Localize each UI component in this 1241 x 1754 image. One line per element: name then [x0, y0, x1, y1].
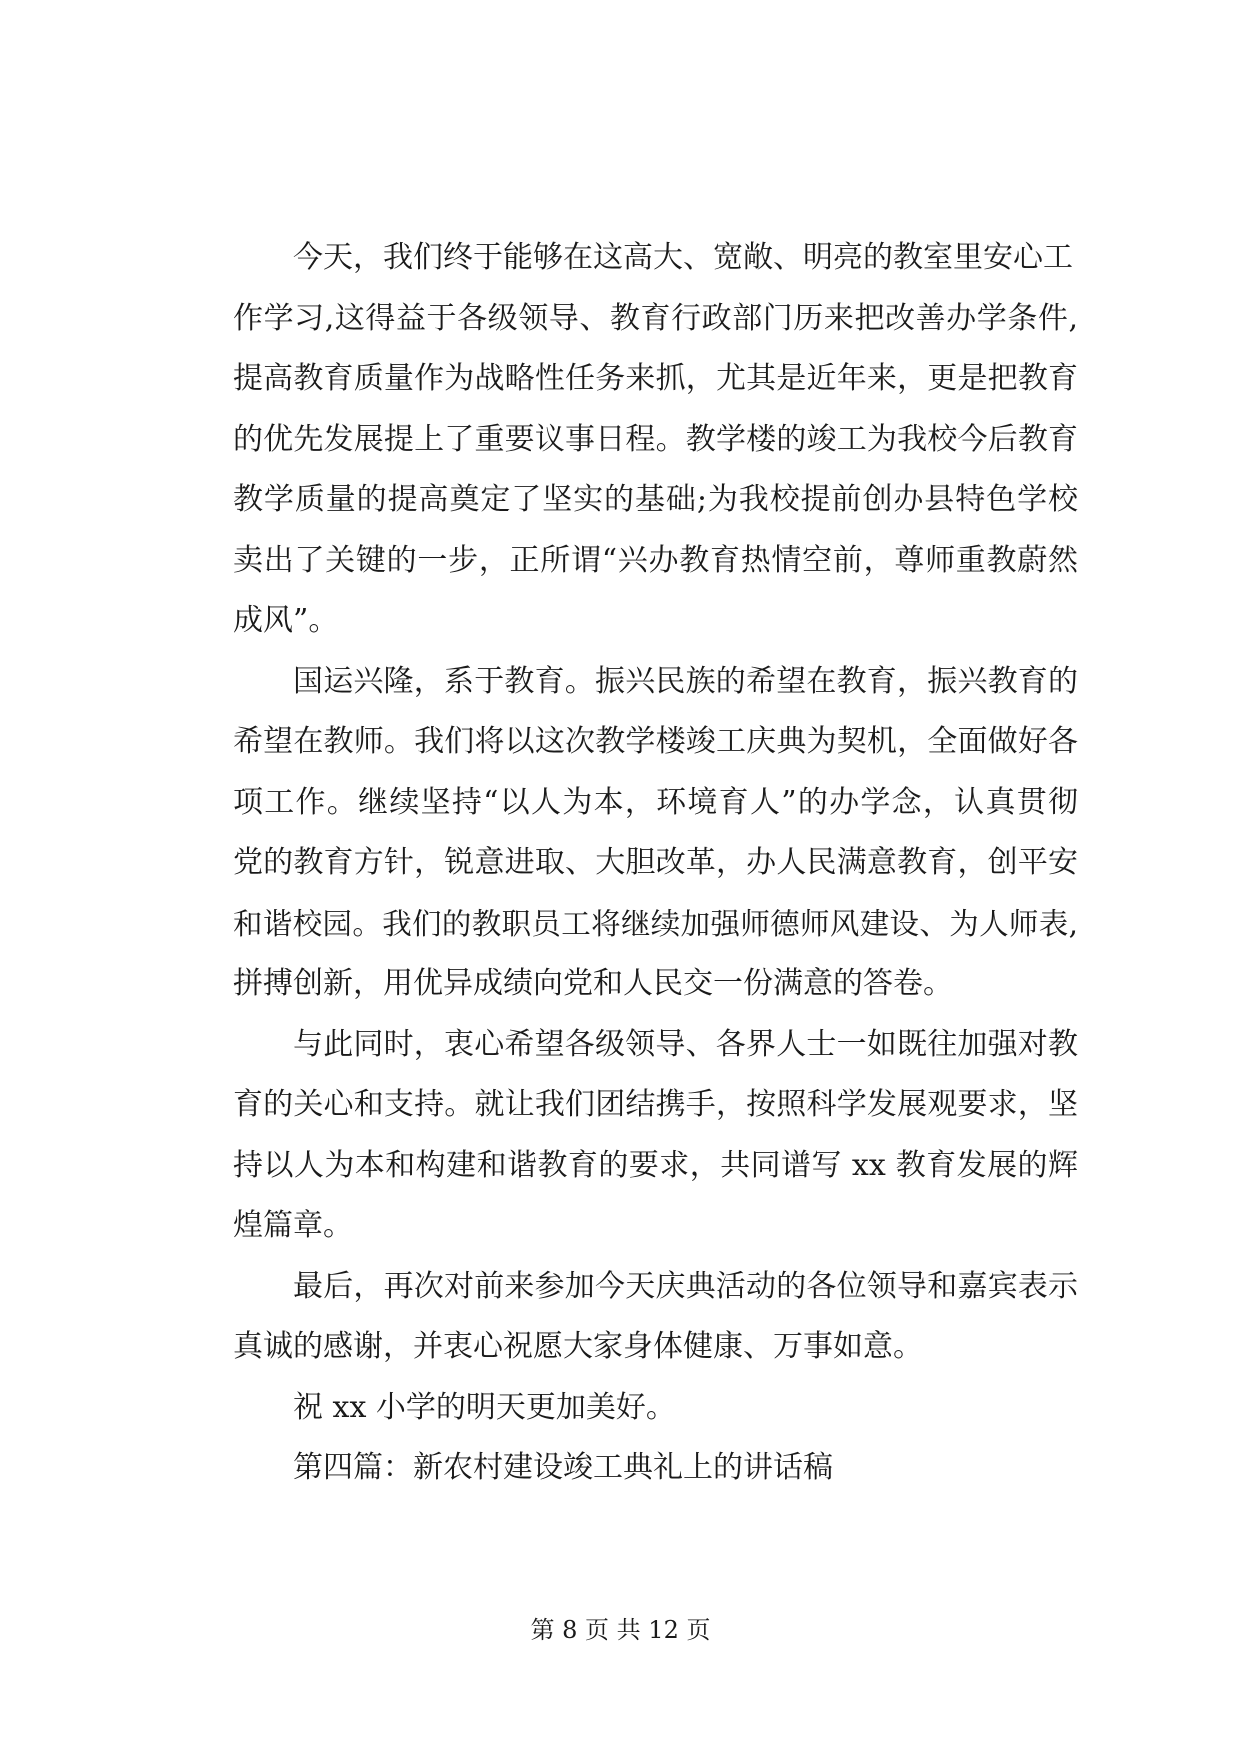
- page-footer: 第 8 页 共 12 页: [530, 1616, 711, 1644]
- para1-line7: 成风”。: [233, 603, 339, 638]
- para3-line4: 煌篇章。: [233, 1208, 353, 1243]
- para1-line5: 教学质量的提高奠定了坚实的基础;为我校提前创办县特色学校: [233, 482, 1078, 517]
- para2-line4: 党的教育方针，锐意进取、大胆改革，办人民满意教育，创平安: [233, 845, 1078, 880]
- para1-line1-text: 今天，我们终于能够在这高大、宽敞、明亮的教室里安心工: [293, 240, 1073, 275]
- para4-line2: 真诚的感谢，并衷心祝愿大家身体健康、万事如意。: [233, 1329, 923, 1364]
- para4-line1: 最后，再次对前来参加今天庆典活动的各位领导和嘉宾表示: [293, 1268, 1078, 1304]
- document-body: [233, 228, 1078, 1499]
- para1-line3: 提高教育质量作为战略性任务来抓，尤其是近年来，更是把教育: [233, 361, 1078, 396]
- para1-line1: [233, 228, 1078, 289]
- section-heading: 第四篇：新农村建设竣工典礼上的讲话稿: [293, 1450, 833, 1485]
- para2-line1: 国运兴隆，系于教育。振兴民族的希望在教育，振兴教育的: [293, 663, 1078, 699]
- para1-line4: 的优先发展提上了重要议事日程。教学楼的竣工为我校今后教育: [233, 421, 1078, 457]
- para3-line2: 育的关心和支持。就让我们团结携手，按照科学发展观要求，坚: [233, 1087, 1078, 1122]
- para3-line1: 与此同时，衷心希望各级领导、各界人士一如既往加强对教: [293, 1026, 1078, 1062]
- para2-line5: 和谐校园。我们的教职员工将继续加强师德师风建设、为人师表,: [233, 906, 1078, 941]
- para1-line6: 卖出了关键的一步，正所谓“兴办教育热情空前，尊师重教蔚然: [233, 542, 1078, 578]
- para2-line3: 项工作。继续坚持“以人为本，环境育人”的办学念，认真贯彻: [233, 784, 1078, 820]
- para2-line2: 希望在教师。我们将以这次教学楼竣工庆典为契机，全面做好各: [233, 724, 1078, 759]
- para3-line3: 持以人为本和构建和谐教育的要求，共同谱写 xx 教育发展的辉: [233, 1147, 1078, 1183]
- para5-line1: 祝 xx 小学的明天更加美好。: [293, 1389, 676, 1425]
- para2-line6: 拼搏创新，用优异成绩向党和人民交一份满意的答卷。: [233, 966, 953, 1001]
- para1-line2: 作学习,这得益于各级领导、教育行政部门历来把改善办学条件,: [233, 300, 1078, 336]
